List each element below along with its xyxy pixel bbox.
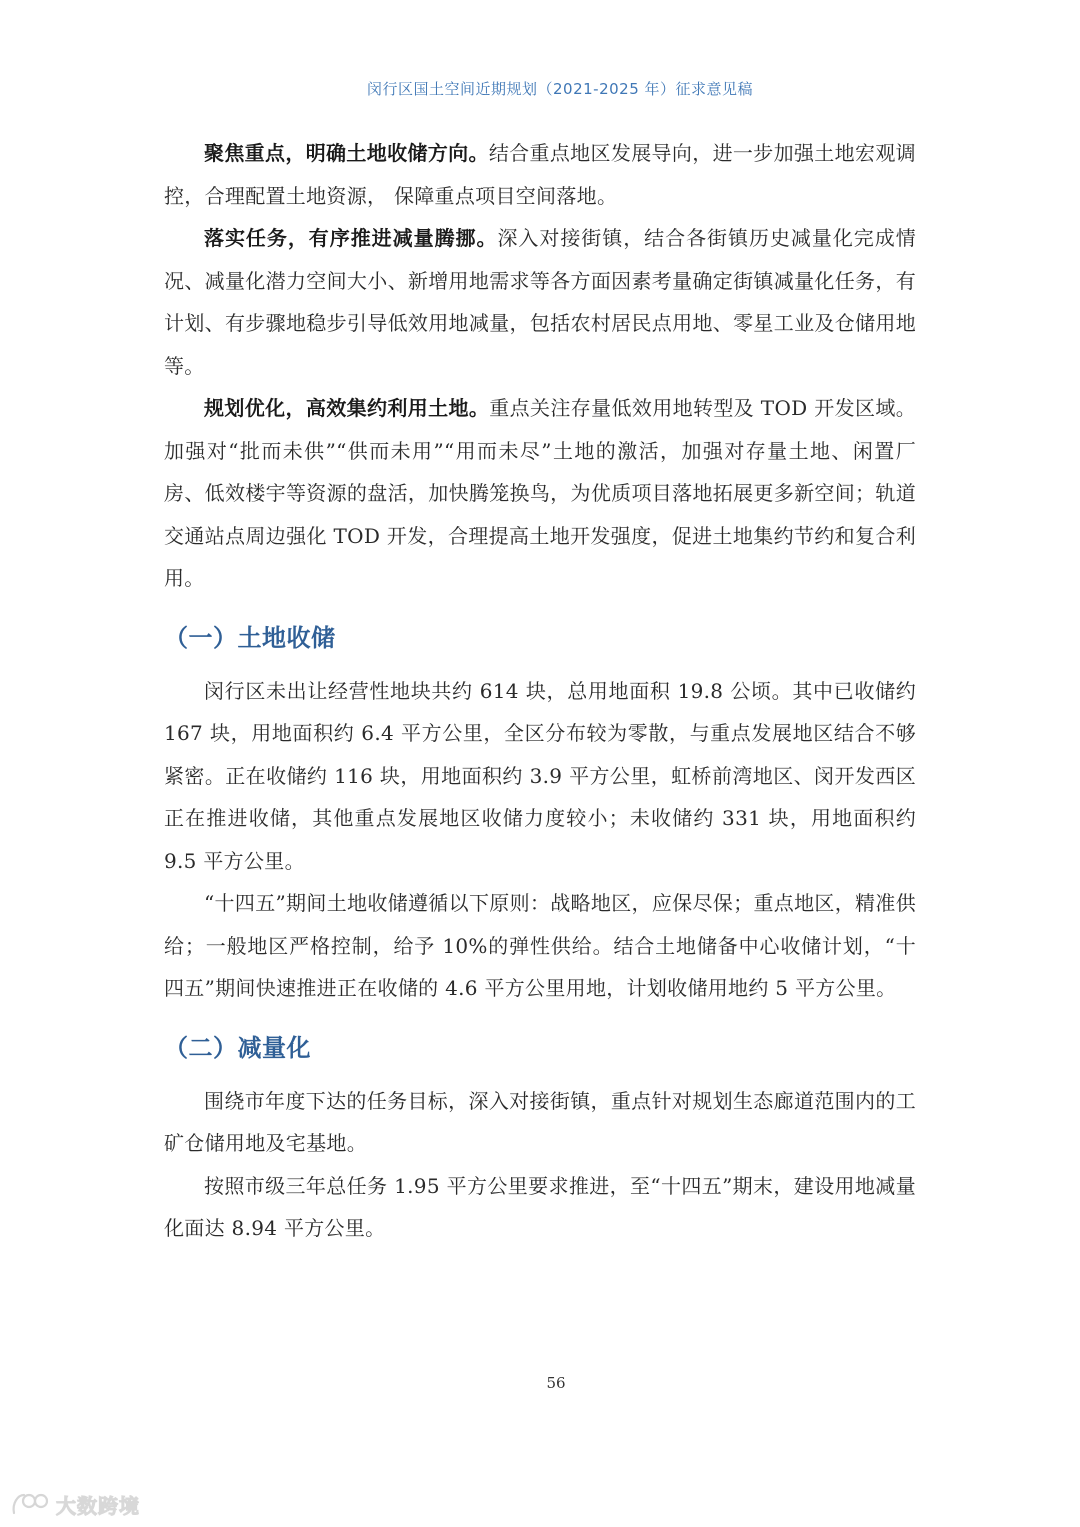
paragraph-lead: 聚焦重点，明确土地收储方向。 — [204, 141, 489, 165]
section-title-land-reserve: （一）土地收储 — [164, 623, 336, 652]
document-body — [164, 132, 916, 1250]
intro-paragraph-2 — [164, 217, 916, 387]
intro-paragraph-3 — [164, 387, 916, 600]
intro-paragraph-1 — [164, 132, 916, 217]
watermark-text: 大数跨境 — [56, 1493, 140, 1518]
paragraph-text: 深入对接街镇，结合各街镇历史减量化完成情况、减量化潜力空间大小、新增用地需求等各方面因素考量确定街镇减量化任务，有计划、有步骤地稳步引导低效用地减量，包括农村居民点用地、零星工业及仓储用地等。 — [164, 226, 917, 378]
ido-logo-icon — [10, 1489, 50, 1519]
page-number: 56 — [546, 1374, 566, 1392]
watermark — [10, 1486, 140, 1522]
document-header: 闵行区国土空间近期规划（2021-2025 年）征求意见稿 — [366, 80, 754, 98]
section-title-reduction: （二）减量化 — [164, 1033, 311, 1062]
paragraph-lead: 规划优化，高效集约利用土地。 — [204, 396, 490, 420]
reduction-paragraph-1: 围绕市年度下达的任务目标，深入对接街镇，重点针对规划生态廊道范围内的工矿仓储用地及宅基地。 — [164, 1088, 916, 1155]
land-reserve-paragraph-1: 闵行区未出让经营性地块共约 614 块，总用地面积 19.8 公顷。其中已收储约 167 块，用地面积约 6.4 平方公里，全区分布较为零散，与重点发展地区结合不够紧密。正在收储约 116 块，用地面积约 3.9 平方公里，虹桥前湾地区、闵开发西区正在推进收储，其他重点发展地区收储力度较小；未收储约 331 块，用地面积约 9.5 平方公里。 — [164, 678, 916, 873]
paragraph-text: 重点关注存量低效用地转型及 TOD 开发区域。加强对“批而未供”“供而未用”“用而未尽”土地的激活，加强对存量土地、闲置厂房、低效楼宇等资源的盘活，加快腾笼换鸟，为优质项目落地拓展更多新空间；轨道交通站点周边强化 TOD 开发，合理提高土地开发强度，促进土地集约节约和复合利用。 — [164, 396, 917, 590]
paragraph-text: 结合重点地区发展导向，进一步加强土地宏观调控，合理配置土地资源， 保障重点项目空间落地。 — [164, 141, 916, 208]
land-reserve-paragraph-2: “十四五”期间土地收储遵循以下原则：战略地区，应保尽保；重点地区，精准供给；一般地区严格控制，给予 10%的弹性供给。结合土地储备中心收储计划，“十四五”期间快速推进正在收储的 4.6 平方公里用地，计划收储用地约 5 平方公里。 — [164, 891, 916, 1000]
reduction-paragraph-2: 按照市级三年总任务 1.95 平方公里要求推进，至“十四五”期末，建设用地减量化面达 8.94 平方公里。 — [164, 1173, 916, 1240]
paragraph-lead: 落实任务，有序推进减量腾挪。 — [204, 226, 498, 250]
